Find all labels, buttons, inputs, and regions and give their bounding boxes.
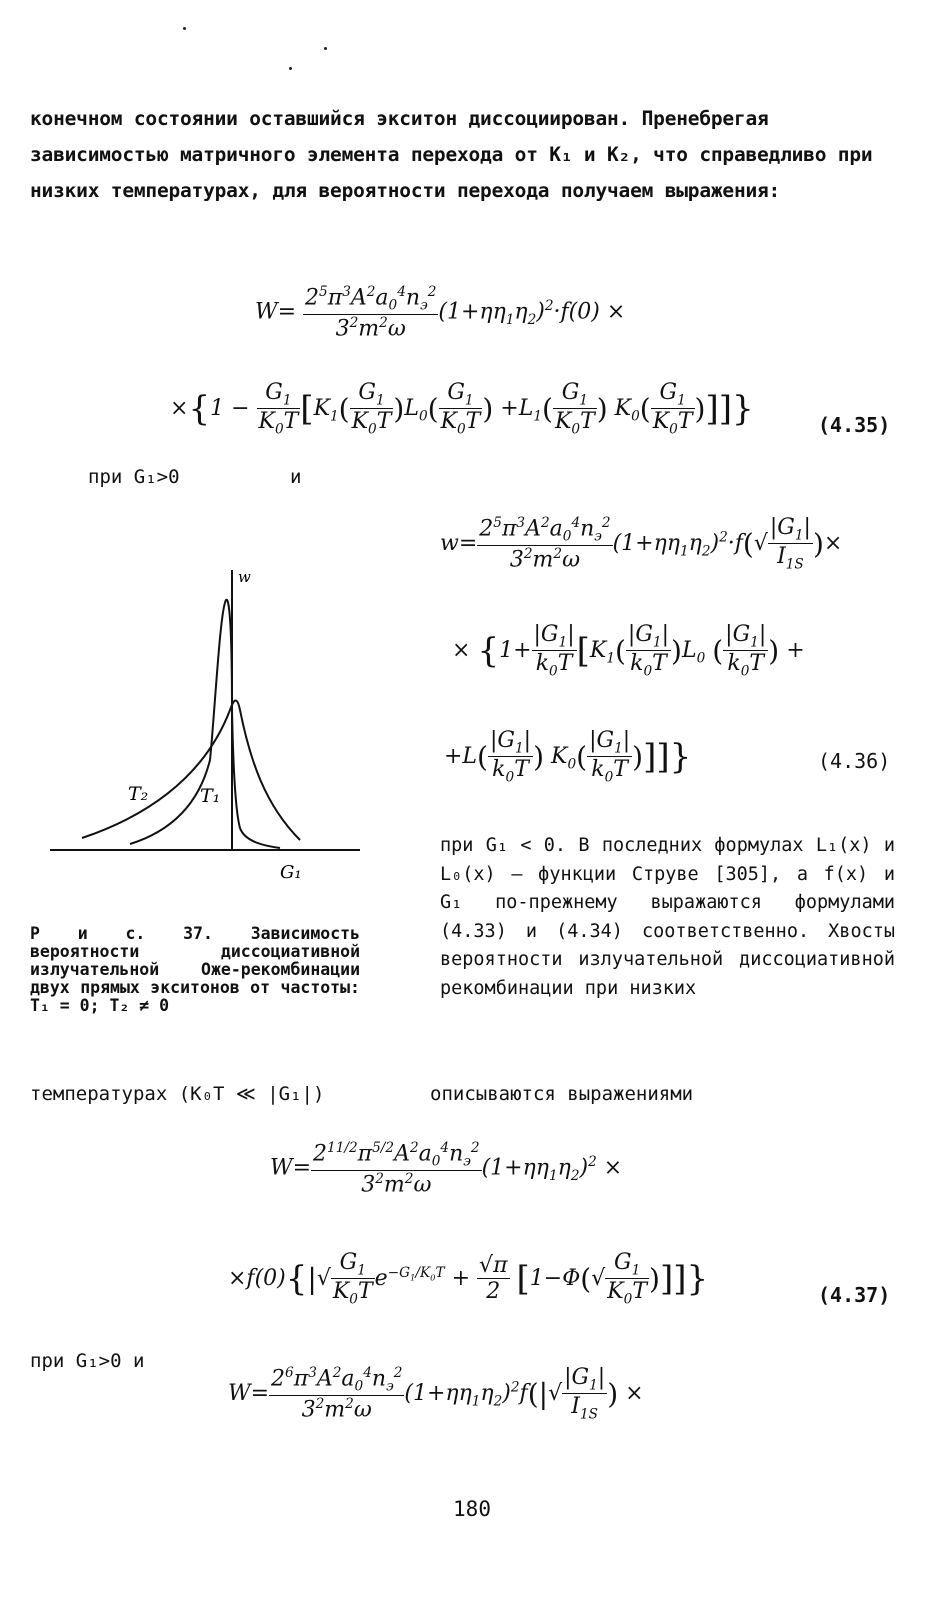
eq-4-37-line1: W= $\frac{2^{11/2}\pi^{5/2}A^2a_0^4n_э^2}{3^2m^2\omega}$ $(1+\eta\eta_1\eta_2)^2$ ×: [270, 1140, 623, 1198]
right-text-block: при G₁ < 0. В последних формулах L₁(x) и L₀(x) – функции Струве [305], а f(x) и G₁ по-прежнему выражаются формулами (4.33) и (4.34) соответственно. Хвосты вероятности излучательной диссоциативной рекомбинации при низких: [440, 835, 895, 999]
eq-4-37-number: (4.37): [818, 1283, 891, 1307]
x-axis-label: G₁: [280, 862, 302, 883]
curve-t2: [82, 701, 300, 840]
figure-caption: Р и с. 37. Зависимость вероятности диссоциативной излучательной Оже-рекомбинации двух прямых экситонов от частоты: T₁ = 0; T₂ ≠ 0: [30, 924, 360, 1015]
curve-t2-label: T₂: [128, 783, 149, 805]
low-temperature-line: температурах (K₀T ≪ |G₁|): [30, 1083, 325, 1105]
curve-t1-label: T₁: [200, 785, 221, 807]
eq-final: W= $\frac{2^6\pi^3A^2a_0^4n_э^2}{3^2m^2\omega}$ $(1+\eta\eta_1\eta_2)^2f(|√$ $\frac{|G_1|}{I_{1S}}$ ) ×: [228, 1365, 644, 1423]
eq-4-35-line2: ×{1 − $\frac{G_1}{K_0T}$ [$K_1$( $\frac{G_1}{K_0T}$ )$L_0$( $\frac{G_1}{K_0T}$ ) $+L_1$( $\frac{G_1}{K_0T}$ ) $K_0$( $\frac{G_1}{K_0T}$ )]]}: [170, 380, 754, 438]
eq-4-36-line1: w= $\frac{2^5\pi^3A^2a_0^4n_э^2}{3^2m^2\omega}$ $(1+\eta\eta_1\eta_2)^2\cdot f(√$ $\frac{|G_1|}{I_{1S}}$ )×: [440, 515, 843, 573]
speck: [289, 67, 292, 70]
eq-4-36-line3: +L( $\frac{|G_1|}{k_0T}$ ) $K_0$( $\frac{|G_1|}{k_0T}$ )]]}: [444, 728, 692, 786]
curve-t1: [130, 600, 280, 848]
y-axis-label: w: [238, 568, 251, 586]
eq-4-36-number: (4.36): [818, 749, 891, 773]
eq-4-37-line2: ×f(0){|√ $\frac{G_1}{K_0T}$ $e^{-G_1/K_0T}$ + $\frac{√\pi}{2}$ [1−Φ(√ $\frac{G_1}{K_0T}$ )]]}: [228, 1250, 709, 1308]
speck: [324, 47, 327, 50]
page-number: 180: [453, 1497, 491, 1521]
speck: [183, 27, 186, 30]
figure-37: [40, 560, 370, 890]
eq-4-35-number: (4.35): [818, 413, 891, 437]
condition-g1-positive: при G₁>0: [88, 466, 180, 488]
condition-and: и: [290, 466, 302, 488]
describe-line: описываются выражениями: [430, 1083, 694, 1105]
eq-4-35-line1: W= $\frac{2^5\pi^3A^2a_0^4n_э^2}{3^2m^2\omega}$ $(1+\eta\eta_1\eta_2)^2\cdot f(0)$ ×: [255, 284, 626, 342]
eq-4-36-line2: × {1+ $\frac{|G_1|}{k_0T}$ [$K_1$( $\frac{|G_1|}{k_0T}$ )$L_0$ ( $\frac{|G_1|}{k_0T}$ ) +: [452, 622, 805, 680]
intro-paragraph: конечном состоянии оставшийся экситон диссоциирован. Пренебрегая зависимостью матричного элемента перехода от K₁ и K₂, что справедливо при низких температурах, для вероятности перехода получаем выражения:: [30, 107, 873, 202]
condition-g1-positive-2: при G₁>0 и: [30, 1350, 145, 1372]
